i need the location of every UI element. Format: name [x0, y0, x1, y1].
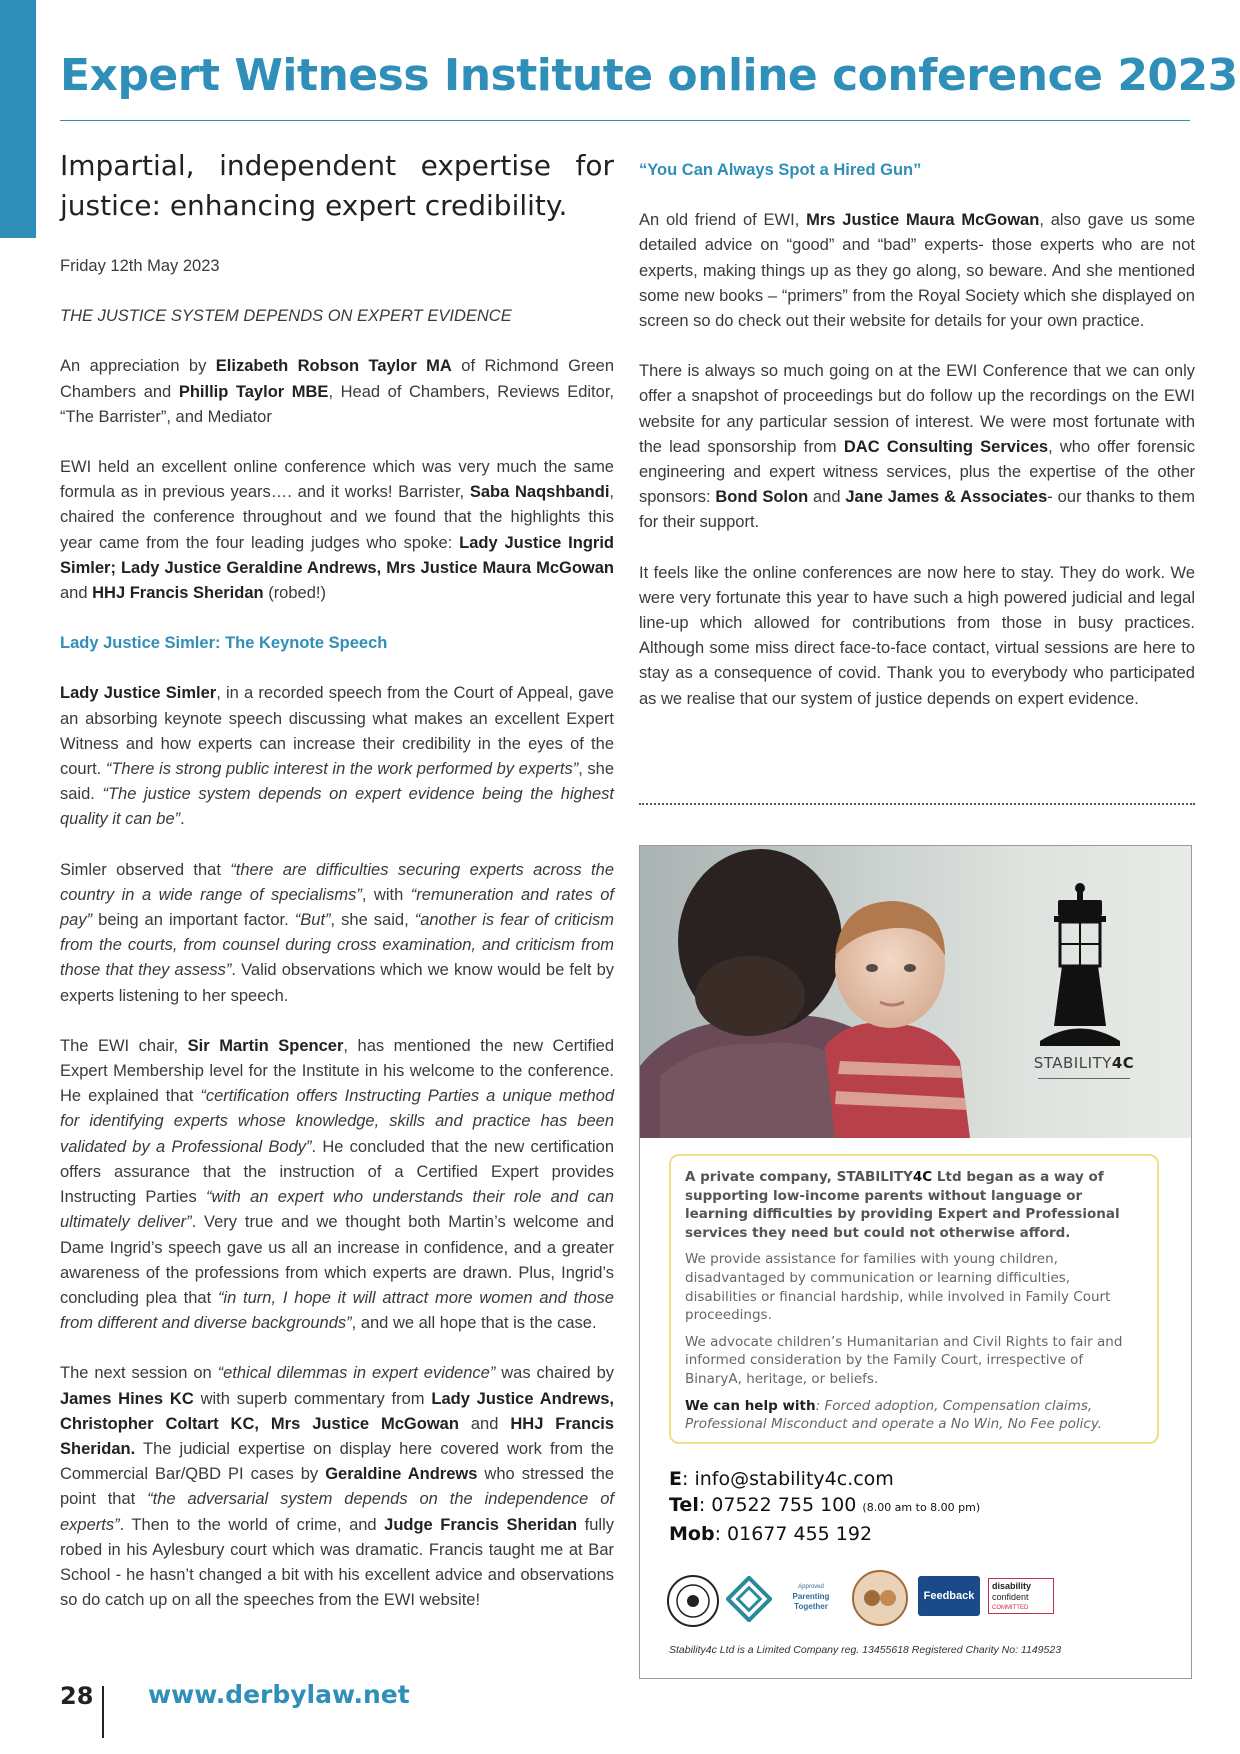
paragraph-keynote: Lady Justice Simler, in a recorded speech from the Court of Appeal, gave an absorbing keynote speech discussing what makes an excellent Expert Witness and how experts can increase their credibility in the eyes of the court. “There is strong public interest in the work performed by experts”, she said. “The justice system depends on expert evidence being the highest quality it can be”. — [60, 684, 615, 829]
article-date: Friday 12th May 2023 — [60, 257, 220, 275]
parenting-circle-icon — [850, 1568, 910, 1628]
registered-expert-seal-icon — [666, 1574, 720, 1628]
parent-and-child-photo — [640, 846, 1191, 1138]
section-heading-hired-gun: “You Can Always Spot a Hired Gun” — [639, 161, 922, 179]
accent-side-bar — [0, 0, 36, 238]
contact-email: E: info@stability4c.com — [669, 1468, 894, 1490]
paragraph-ethics: The next session on “ethical dilemmas in expert evidence” was chaired by James Hines KC with superb commentary from Lady Justice Andrews, Christopher Coltart KC, Mrs Justice McGowan and HHJ Francis Sheridan. The judicial expertise on display here covered work from the Commercial Bar/QBD PI cases by Geraldine Andrews who stressed the point that “the adversarial system depends on the independence of experts”. Then to the world of crime, and Judge Francis Sheridan fully robed in his Aylesbury court which was dramatic. Francis taught me at Bar School - he hasn’t changed a bit with his excellent advice and observations so do catch up on all the speeches from the EWI website! — [60, 1364, 615, 1610]
paragraph-simler: Simler observed that “there are difficulties securing experts across the country in a wide range of specialisms”, with “remuneration and rates of pay” being an important factor. “But”, she said, “another is fear of criticism from the courts, from counsel during cross examination, and criticism from those that they assess”. Valid observations which we know would be felt by experts listening to her speech. — [60, 860, 614, 1005]
page-title: Expert Witness Institute online conference 2023 — [60, 50, 1238, 101]
section-heading-keynote: Lady Justice Simler: The Keynote Speech — [60, 634, 388, 653]
advert-info-box — [669, 1154, 1159, 1444]
paragraph-sponsors: There is always so much going on at the EWI Conference that we can only offer a snapshot of proceedings but do follow up the recordings on the EWI website for any particular session of interest. We were most fortunate with the lead sponsorship from DAC Consulting Services, who offer forensic engineering and expert witness services, plus the expertise of the other sponsors: Bond Solon and Jane James & Associates- our thanks to them for their support. — [639, 362, 1195, 532]
lighthouse-icon — [1040, 883, 1120, 1046]
footer-rule — [102, 1686, 104, 1738]
advert-box-advocacy: We advocate children’s Humanitarian and Civil Rights to fair and informed consideration by the Family Court, irrespective of BinaryA, heritage, or beliefs. — [685, 1333, 1123, 1387]
logo-parenting-together: Approved Parenting Together — [792, 1584, 830, 1611]
advert-box-intro: A private company, STABILITY4C Ltd began as a way of supporting low-income parents without language or learning difficulties by providing Expert and Professional services they need but could not otherwise afford. — [685, 1169, 1120, 1241]
advert-brand: STABILITY4C — [1033, 1054, 1135, 1072]
stability4c-advert — [639, 845, 1192, 1679]
article-kicker: THE JUSTICE SYSTEM DEPENDS ON EXPERT EVIDENCE — [60, 307, 512, 326]
advert-photo — [640, 846, 1191, 1138]
advert-box-assistance: We provide assistance for families with young children, disadvantaged by communication or learning difficulties, disabilities or financial hardship, while involved in Family Court proceedings. — [685, 1251, 1111, 1324]
article-subtitle: Impartial, independent expertise for justice: enhancing expert credibility. — [60, 149, 614, 222]
footer-url[interactable]: www.derbylaw.net — [148, 1680, 410, 1709]
paragraph-chair: The EWI chair, Sir Martin Spencer, has mentioned the new Certified Expert Membership level for the Institute in his welcome to the conference. He explained that “certification offers Instructing Parties a unique method for identifying experts whose knowledge, skills and practice has been validated by a Professional Body”. He concluded that the new certification offers assurance that the instruction of a Certified Expert provides Instructing Parties “with an expert who understands their role and can ultimately deliver”. Very true and we thought both Martin’s welcome and Dame Ingrid’s speech gave us all an increase in confidence, and a greater awareness of the professions from which experts are drawn. Plus, Ingrid’s concluding plea that “in turn, I hope it will attract more women and those from different and diverse backgrounds”, and we all hope that is the case. — [60, 1036, 614, 1333]
advert-box-help: We can help with: Forced adoption, Compensation claims, Professional Misconduct and operate a No Win, No Fee policy. — [685, 1397, 1103, 1433]
paragraph-appreciation: An appreciation by Elizabeth Robson Taylor MA of Richmond Green Chambers and Phillip Taylor MBE, Head of Chambers, Reviews Editor, “The Barrister”, and Mediator — [60, 357, 615, 426]
advert-contact — [669, 1466, 980, 1547]
dotted-divider — [639, 803, 1195, 805]
contact-mob: Mob: 01677 455 192 — [669, 1523, 873, 1545]
paragraph-mcgowan: An old friend of EWI, Mrs Justice Maura McGowan, also gave us some detailed advice on “good” and “bad” experts- those experts who are not experts, making things up as they go along, so beware. And she mentioned some new books – “primers” from the Royal Society which she displayed on screen so do check out their website for details for your own practice. — [639, 211, 1196, 331]
paragraph-closing: It feels like the online conferences are now here to stay. They do work. We were very fortunate this year to have such a high powered judicial and legal line-up which allowed for contributions from those in busy practices. Although some miss direct face-to-face contact, virtual sessions are here to stay as a consequence of covid. Thank you to everybody who participated as we realise that our system of justice depends on expert evidence. — [639, 563, 1195, 708]
knot-emblem-icon — [726, 1576, 772, 1622]
contact-tel: Tel: 07522 755 100 (8.00 am to 8.00 pm) — [669, 1494, 981, 1516]
left-column — [60, 146, 614, 1638]
advert-logos — [666, 1564, 1166, 1630]
logo-disability-confident: disability confident COMMITTED — [988, 1578, 1054, 1614]
advert-brand-rule — [1038, 1078, 1130, 1079]
paragraph-conference: EWI held an excellent online conference which was very much the same formula as in previous years…. and it works! Barrister, Saba Naqshbandi, chaired the conference throughout and we found that the highlights this year came from the four leading judges who spoke: Lady Justice Ingrid Simler; Lady Justice Geraldine Andrews, Mrs Justice Maura McGowan and HHJ Francis Sheridan (robed!) — [60, 458, 614, 603]
title-rule — [60, 120, 1190, 121]
page-number: 28 — [60, 1682, 94, 1710]
advert-footer: Stability4c Ltd is a Limited Company reg. 13455618 Registered Charity No: 1149523 — [669, 1644, 1062, 1656]
logo-feedback: Feedback — [918, 1576, 980, 1616]
right-column — [639, 158, 1195, 737]
